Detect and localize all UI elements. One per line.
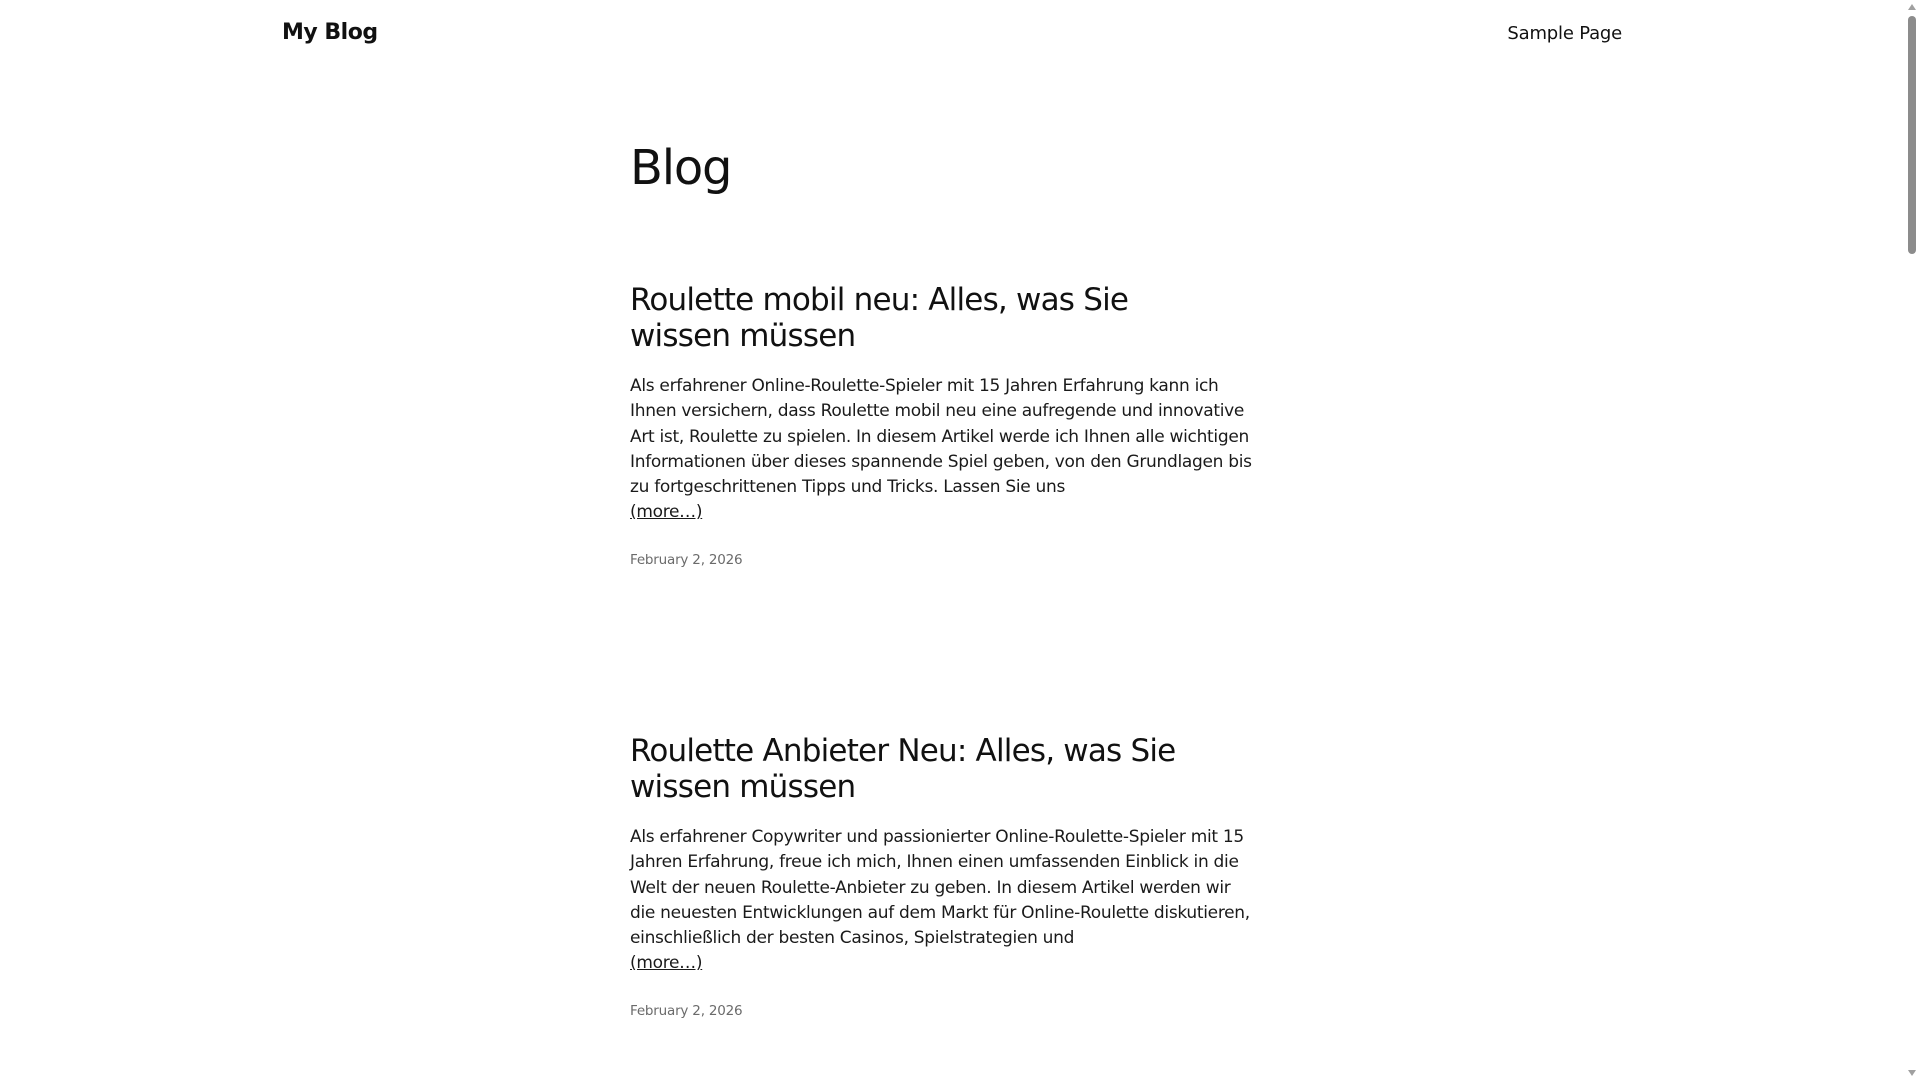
main-content	[630, 136, 1260, 1019]
post-date: February 2, 2026	[630, 1002, 743, 1019]
post-title-link[interactable]: Roulette mobil neu: Alles, was Sie wissen müssen	[630, 282, 1129, 354]
nav-link-sample-page[interactable]: Sample Page	[1507, 23, 1622, 44]
site-header	[0, 0, 1904, 70]
scrollbar-thumb[interactable]	[1908, 16, 1916, 254]
post-excerpt	[630, 825, 1260, 977]
post-excerpt-text: Als erfahrener Online-Roulette-Spieler mit 15 Jahren Erfahrung kann ich Ihnen versichern, dass Roulette mobil neu eine aufregende und innovative Art ist, Roulette zu spielen. In diesem Artikel werde ich Ihnen alle wichtigen Informationen über dieses spannende Spiel geben, von den Grundlagen bis zu fortgeschrittenen Tipps und Tricks. Lassen Sie uns	[630, 376, 1252, 498]
vertical-scrollbar[interactable]	[1904, 0, 1920, 1080]
read-more-link[interactable]: (more…)	[630, 502, 703, 523]
scroll-down-arrow-icon[interactable]	[1908, 1070, 1916, 1076]
scroll-up-arrow-icon[interactable]	[1908, 4, 1916, 10]
read-more-link[interactable]: (more…)	[630, 953, 703, 974]
post-item	[630, 282, 1260, 568]
post-date: February 2, 2026	[630, 551, 743, 568]
post-title-link[interactable]: Roulette Anbieter Neu: Alles, was Sie wissen müssen	[630, 733, 1176, 805]
post-excerpt-text: Als erfahrener Copywriter und passionierter Online-Roulette-Spieler mit 15 Jahren Erfahrung, freue ich mich, Ihnen einen umfassenden Einblick in die Welt der neuen Roulette-Anbieter zu geben. In diesem Artikel werden wir die neuesten Entwicklungen auf dem Markt für Online-Roulette diskutieren, einschließlich der besten Casinos, Spielstrategien und	[630, 827, 1250, 949]
site-title-link[interactable]: My Blog	[282, 20, 378, 45]
page-title: Blog	[630, 140, 732, 196]
post-excerpt	[630, 374, 1260, 526]
post-item	[630, 733, 1260, 1019]
